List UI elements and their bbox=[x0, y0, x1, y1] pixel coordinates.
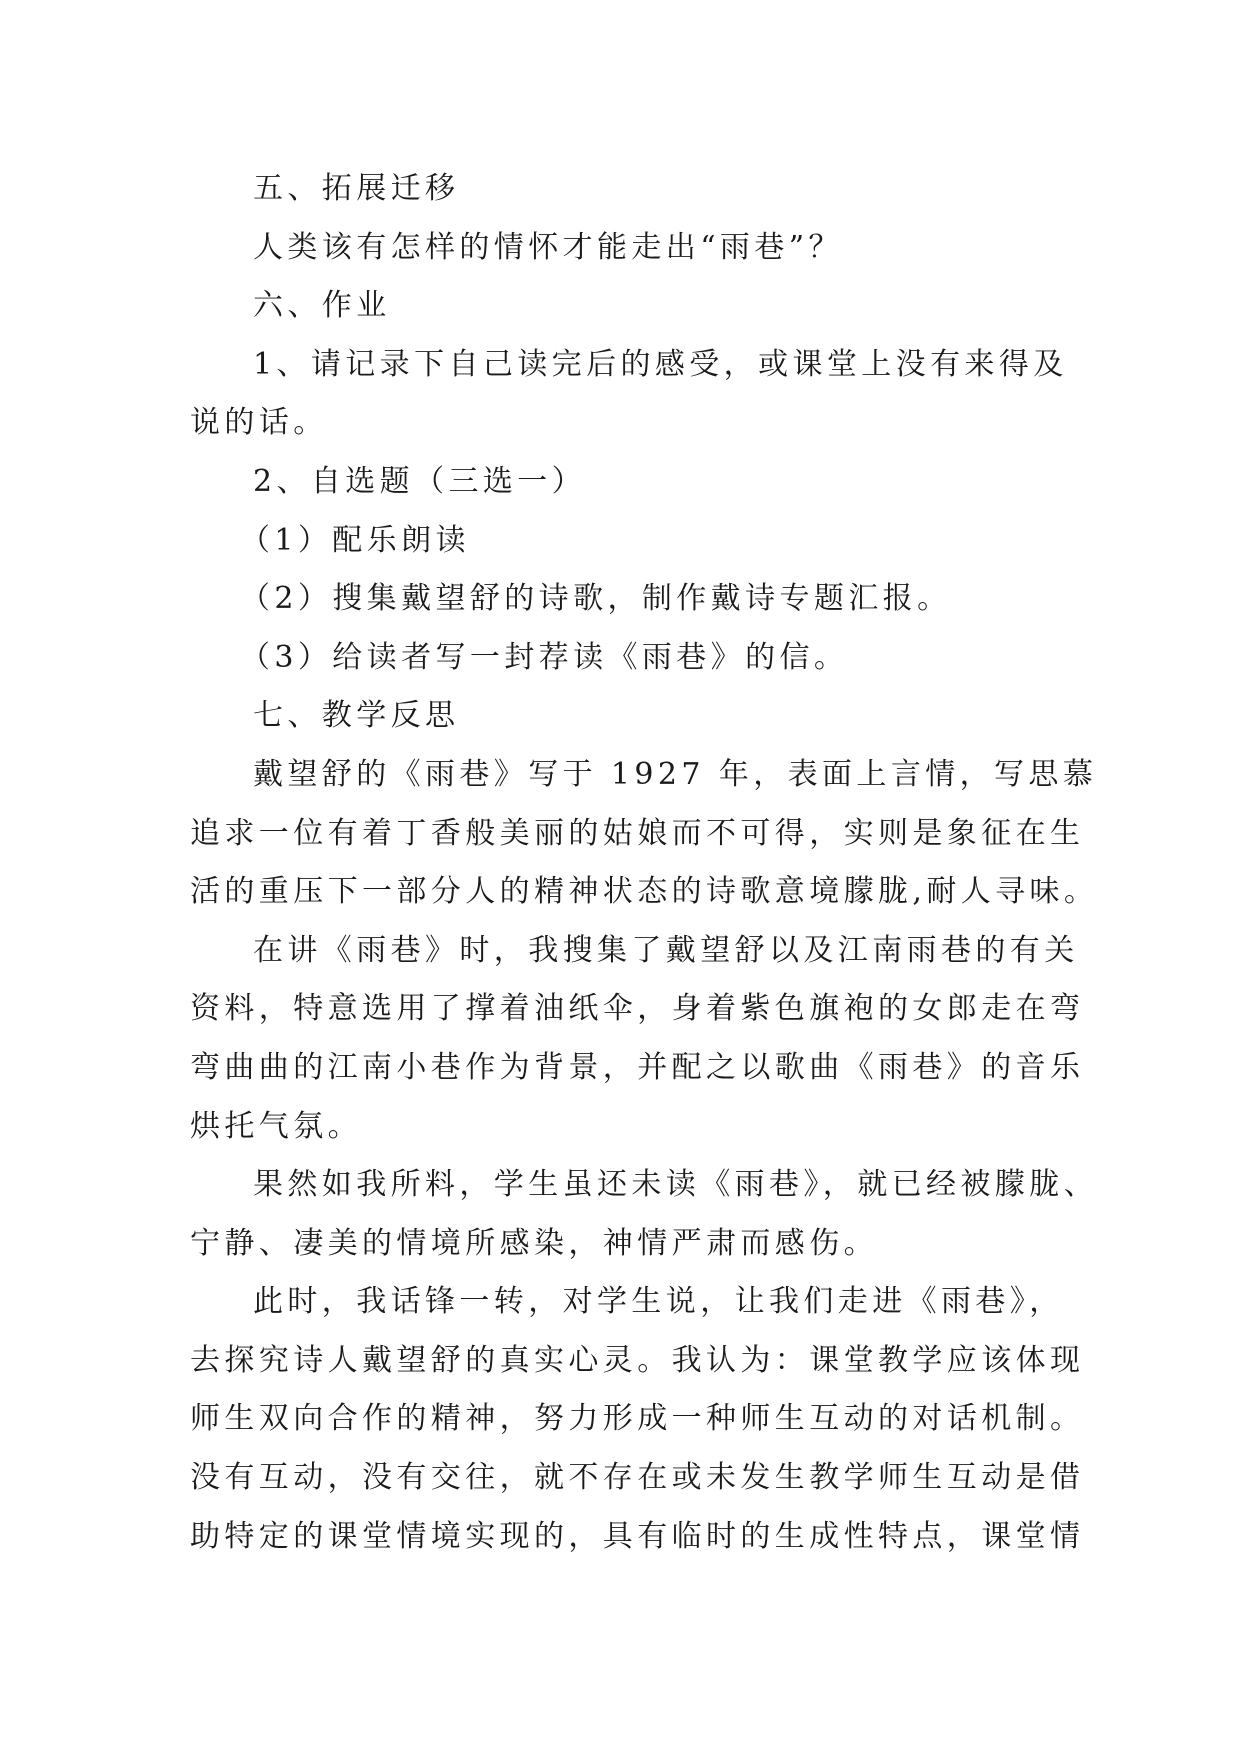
reflection-paragraph-4-line-5: 助特定的课堂情境实现的，具有临时的生成性特点，课堂情 bbox=[190, 1518, 1085, 1554]
reflection-paragraph-4-line-4: 没有互动，没有交往，就不存在或未发生教学师生互动是借 bbox=[190, 1460, 1085, 1496]
reflection-paragraph-2-line-3: 弯曲曲的江南小巷作为背景，并配之以歌曲《雨巷》的音乐 bbox=[190, 1049, 1085, 1085]
homework-option-1: （1）配乐朗读 bbox=[240, 522, 470, 558]
reflection-paragraph-2-line-4: 烘托气氛。 bbox=[190, 1108, 362, 1144]
reflection-paragraph-2-line-1: 在讲《雨巷》时，我搜集了戴望舒以及江南雨巷的有关 bbox=[253, 932, 1079, 968]
homework-option-2: （2）搜集戴望舒的诗歌，制作戴诗专题汇报。 bbox=[240, 581, 952, 617]
reflection-paragraph-2-line-2: 资料，特意选用了撑着油纸伞，身着紫色旗袍的女郎走在弯 bbox=[190, 991, 1085, 1027]
section-heading-reflection: 七、教学反思 bbox=[253, 698, 460, 734]
reflection-paragraph-1-line-2: 追求一位有着丁香般美丽的姑娘而不可得，实则是象征在生 bbox=[190, 815, 1085, 851]
homework-option-3: （3）给读者写一封荐读《雨巷》的信。 bbox=[240, 639, 849, 675]
reflection-paragraph-3-line-2: 宁静、凄美的情境所感染，神情严肃而感伤。 bbox=[190, 1225, 878, 1261]
reflection-paragraph-4-line-2: 去探究诗人戴望舒的真实心灵。我认为：课堂教学应该体现 bbox=[190, 1342, 1085, 1378]
extension-question: 人类该有怎样的情怀才能走出“雨巷”？ bbox=[253, 229, 843, 265]
homework-item-1-line-1: 1、请记录下自己读完后的感受，或课堂上没有来得及 bbox=[253, 346, 1068, 382]
reflection-paragraph-4-line-3: 师生双向合作的精神，努力形成一种师生互动的对话机制。 bbox=[190, 1401, 1085, 1437]
section-heading-extension: 五、拓展迁移 bbox=[253, 171, 460, 206]
reflection-paragraph-1-line-1: 戴望舒的《雨巷》写于 1927 年，表面上言情，写思慕 bbox=[253, 756, 1098, 792]
homework-item-1-line-2: 说的话。 bbox=[190, 405, 328, 441]
document-body bbox=[190, 160, 1099, 1566]
reflection-paragraph-3-line-1: 果然如我所料，学生虽还未读《雨巷》，就已经被朦胧、 bbox=[253, 1167, 1098, 1203]
reflection-paragraph-4-line-1: 此时，我话锋一转，对学生说，让我们走进《雨巷》， bbox=[253, 1284, 1064, 1320]
reflection-paragraph-1-line-3: 活的重压下一部分人的精神状态的诗歌意境朦胧,耐人寻味。 bbox=[190, 874, 1099, 910]
homework-item-2: 2、自选题（三选一） bbox=[253, 463, 587, 499]
section-heading-homework: 六、作业 bbox=[253, 288, 391, 324]
